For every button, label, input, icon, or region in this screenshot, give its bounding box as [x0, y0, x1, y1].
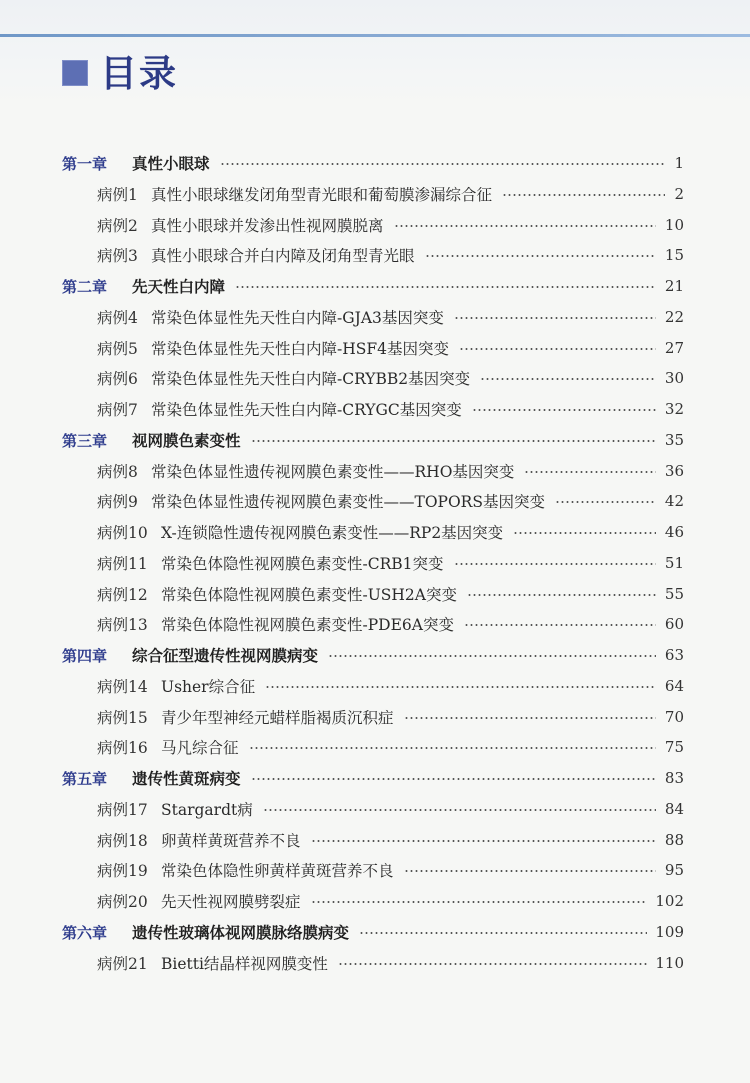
case-number: 病例7	[97, 401, 138, 419]
page-number: 46	[664, 523, 684, 541]
toc-case-row[interactable]	[97, 458, 684, 484]
case-title: 真性小眼球合并白内障及闭角型青光眼	[151, 247, 415, 265]
case-number: 病例18	[97, 832, 148, 850]
page-number: 110	[655, 954, 684, 972]
case-title: 青少年型神经元蜡样脂褐质沉积症	[161, 709, 394, 727]
case-number: 病例3	[97, 247, 138, 265]
case-title: 常染色体隐性卵黄样黄斑营养不良	[161, 862, 394, 880]
case-title: 先天性视网膜劈裂症	[161, 893, 301, 911]
toc-case-row[interactable]	[97, 519, 684, 545]
page-number: 55	[664, 585, 684, 603]
case-title: 常染色体隐性视网膜色素变性-PDE6A突变	[161, 616, 454, 634]
chapter-title: 真性小眼球	[132, 155, 210, 173]
case-number: 病例21	[97, 955, 148, 973]
toc-chapter-row[interactable]	[62, 427, 684, 453]
case-title: 常染色体隐性视网膜色素变性-CRB1突变	[161, 555, 444, 573]
leader-dots	[472, 409, 656, 411]
toc-chapter-row[interactable]	[62, 642, 684, 668]
leader-dots	[359, 932, 647, 934]
case-number: 病例5	[97, 340, 138, 358]
toc-case-row[interactable]	[97, 335, 684, 361]
toc-case-row[interactable]	[97, 242, 684, 268]
leader-dots	[311, 901, 647, 903]
page-number: 32	[664, 400, 684, 418]
leader-dots	[251, 440, 656, 442]
page-number: 64	[664, 677, 684, 695]
page-number: 36	[664, 462, 684, 480]
leader-dots	[338, 963, 647, 965]
toc-chapter-row[interactable]	[62, 150, 684, 176]
case-number: 病例17	[97, 801, 148, 819]
leader-dots	[251, 778, 656, 780]
case-number: 病例11	[97, 555, 148, 573]
chapter-title: 遗传性黄斑病变	[132, 770, 241, 788]
toc-case-row[interactable]	[97, 827, 684, 853]
toc-chapter-row[interactable]	[62, 919, 684, 945]
toc-case-row[interactable]	[97, 704, 684, 730]
page-number: 60	[664, 615, 684, 633]
leader-dots	[249, 747, 656, 749]
page-number: 30	[664, 369, 684, 387]
toc-case-row[interactable]	[97, 673, 684, 699]
page-number: 109	[655, 923, 684, 941]
page-title: 目录	[100, 52, 178, 95]
leader-dots	[220, 163, 665, 165]
case-title: 常染色体显性先天性白内障-GJA3基因突变	[151, 309, 444, 327]
page-number: 42	[664, 492, 684, 510]
case-number: 病例8	[97, 463, 138, 481]
leader-dots	[454, 317, 656, 319]
case-number: 病例6	[97, 370, 138, 388]
leader-dots	[467, 594, 656, 596]
toc-case-row[interactable]	[97, 304, 684, 330]
leader-dots	[235, 286, 656, 288]
chapter-title: 视网膜色素变性	[132, 432, 241, 450]
leader-dots	[425, 255, 656, 257]
page-number: 27	[664, 339, 684, 357]
case-number: 病例15	[97, 709, 148, 727]
toc-case-row[interactable]	[97, 396, 684, 422]
case-number: 病例12	[97, 586, 148, 604]
case-title: Usher综合征	[161, 678, 256, 696]
leader-dots	[524, 471, 656, 473]
toc-case-row[interactable]	[97, 611, 684, 637]
page-number: 15	[664, 246, 684, 264]
chapter-title: 综合征型遗传性视网膜病变	[132, 647, 319, 665]
leader-dots	[328, 655, 656, 657]
page-number: 2	[674, 185, 684, 203]
leader-dots	[311, 840, 656, 842]
leader-dots	[454, 563, 656, 565]
toc-case-row[interactable]	[97, 212, 684, 238]
chapter-number: 第四章	[62, 646, 108, 665]
toc-case-row[interactable]	[97, 888, 684, 914]
toc-chapter-row[interactable]	[62, 273, 684, 299]
page-number: 88	[664, 831, 684, 849]
case-title: 卵黄样黄斑营养不良	[161, 832, 301, 850]
leader-dots	[459, 348, 656, 350]
page-number: 83	[664, 769, 684, 787]
case-number: 病例20	[97, 893, 148, 911]
leader-dots	[464, 624, 656, 626]
page-number: 84	[664, 800, 684, 818]
leader-dots	[404, 717, 656, 719]
page-number: 35	[664, 431, 684, 449]
case-title: 真性小眼球继发闭角型青光眼和葡萄膜渗漏综合征	[151, 186, 493, 204]
case-title: 常染色体隐性视网膜色素变性-USH2A突变	[161, 586, 457, 604]
leader-dots	[555, 501, 656, 503]
leader-dots	[502, 194, 665, 196]
page-number: 63	[664, 646, 684, 664]
page-number: 10	[664, 216, 684, 234]
case-number: 病例14	[97, 678, 148, 696]
page-number: 70	[664, 708, 684, 726]
page-number: 22	[664, 308, 684, 326]
leader-dots	[404, 870, 656, 872]
leader-dots	[394, 225, 656, 227]
case-title: Bietti结晶样视网膜变性	[161, 955, 328, 973]
toc-case-row[interactable]	[97, 181, 684, 207]
case-number: 病例10	[97, 524, 148, 542]
toc-case-row[interactable]	[97, 581, 684, 607]
case-number: 病例13	[97, 616, 148, 634]
toc-case-row[interactable]	[97, 488, 684, 514]
case-number: 病例19	[97, 862, 148, 880]
case-title: Stargardt病	[161, 801, 253, 819]
toc-chapter-row[interactable]	[62, 765, 684, 791]
case-title: 马凡综合征	[161, 739, 239, 757]
leader-dots	[265, 686, 656, 688]
case-title: 常染色体显性先天性白内障-CRYGC基因突变	[151, 401, 462, 419]
case-number: 病例1	[97, 186, 138, 204]
chapter-number: 第二章	[62, 277, 108, 296]
case-title: 常染色体显性遗传视网膜色素变性——RHO基因突变	[151, 463, 515, 481]
page-number: 75	[664, 738, 684, 756]
case-number: 病例4	[97, 309, 138, 327]
toc-case-row[interactable]	[97, 734, 684, 760]
toc-case-row[interactable]	[97, 796, 684, 822]
case-title: 常染色体显性先天性白内障-CRYBB2基因突变	[151, 370, 471, 388]
case-number: 病例2	[97, 217, 138, 235]
case-number: 病例9	[97, 493, 138, 511]
case-title: X-连锁隐性遗传视网膜色素变性——RP2基因突变	[161, 524, 504, 542]
toc-case-row[interactable]	[97, 550, 684, 576]
case-title: 常染色体显性遗传视网膜色素变性——TOPORS基因突变	[151, 493, 545, 511]
case-title: 真性小眼球并发渗出性视网膜脱离	[151, 217, 384, 235]
chapter-number: 第一章	[62, 154, 108, 173]
toc-case-row[interactable]	[97, 950, 684, 976]
page-number: 21	[664, 277, 684, 295]
leader-dots	[480, 378, 656, 380]
chapter-title: 先天性白内障	[132, 278, 226, 296]
leader-dots	[263, 809, 656, 811]
leader-dots	[513, 532, 656, 534]
page-number: 51	[664, 554, 684, 572]
chapter-number: 第五章	[62, 769, 108, 788]
chapter-title: 遗传性玻璃体视网膜脉络膜病变	[132, 924, 350, 942]
case-title: 常染色体显性先天性白内障-HSF4基因突变	[151, 340, 449, 358]
page-number: 102	[655, 892, 684, 910]
toc-case-row[interactable]	[97, 857, 684, 883]
case-number: 病例16	[97, 739, 148, 757]
toc-case-row[interactable]	[97, 365, 684, 391]
page-number: 95	[664, 861, 684, 879]
chapter-number: 第六章	[62, 923, 108, 942]
page-number: 1	[674, 154, 684, 172]
chapter-number: 第三章	[62, 431, 108, 450]
